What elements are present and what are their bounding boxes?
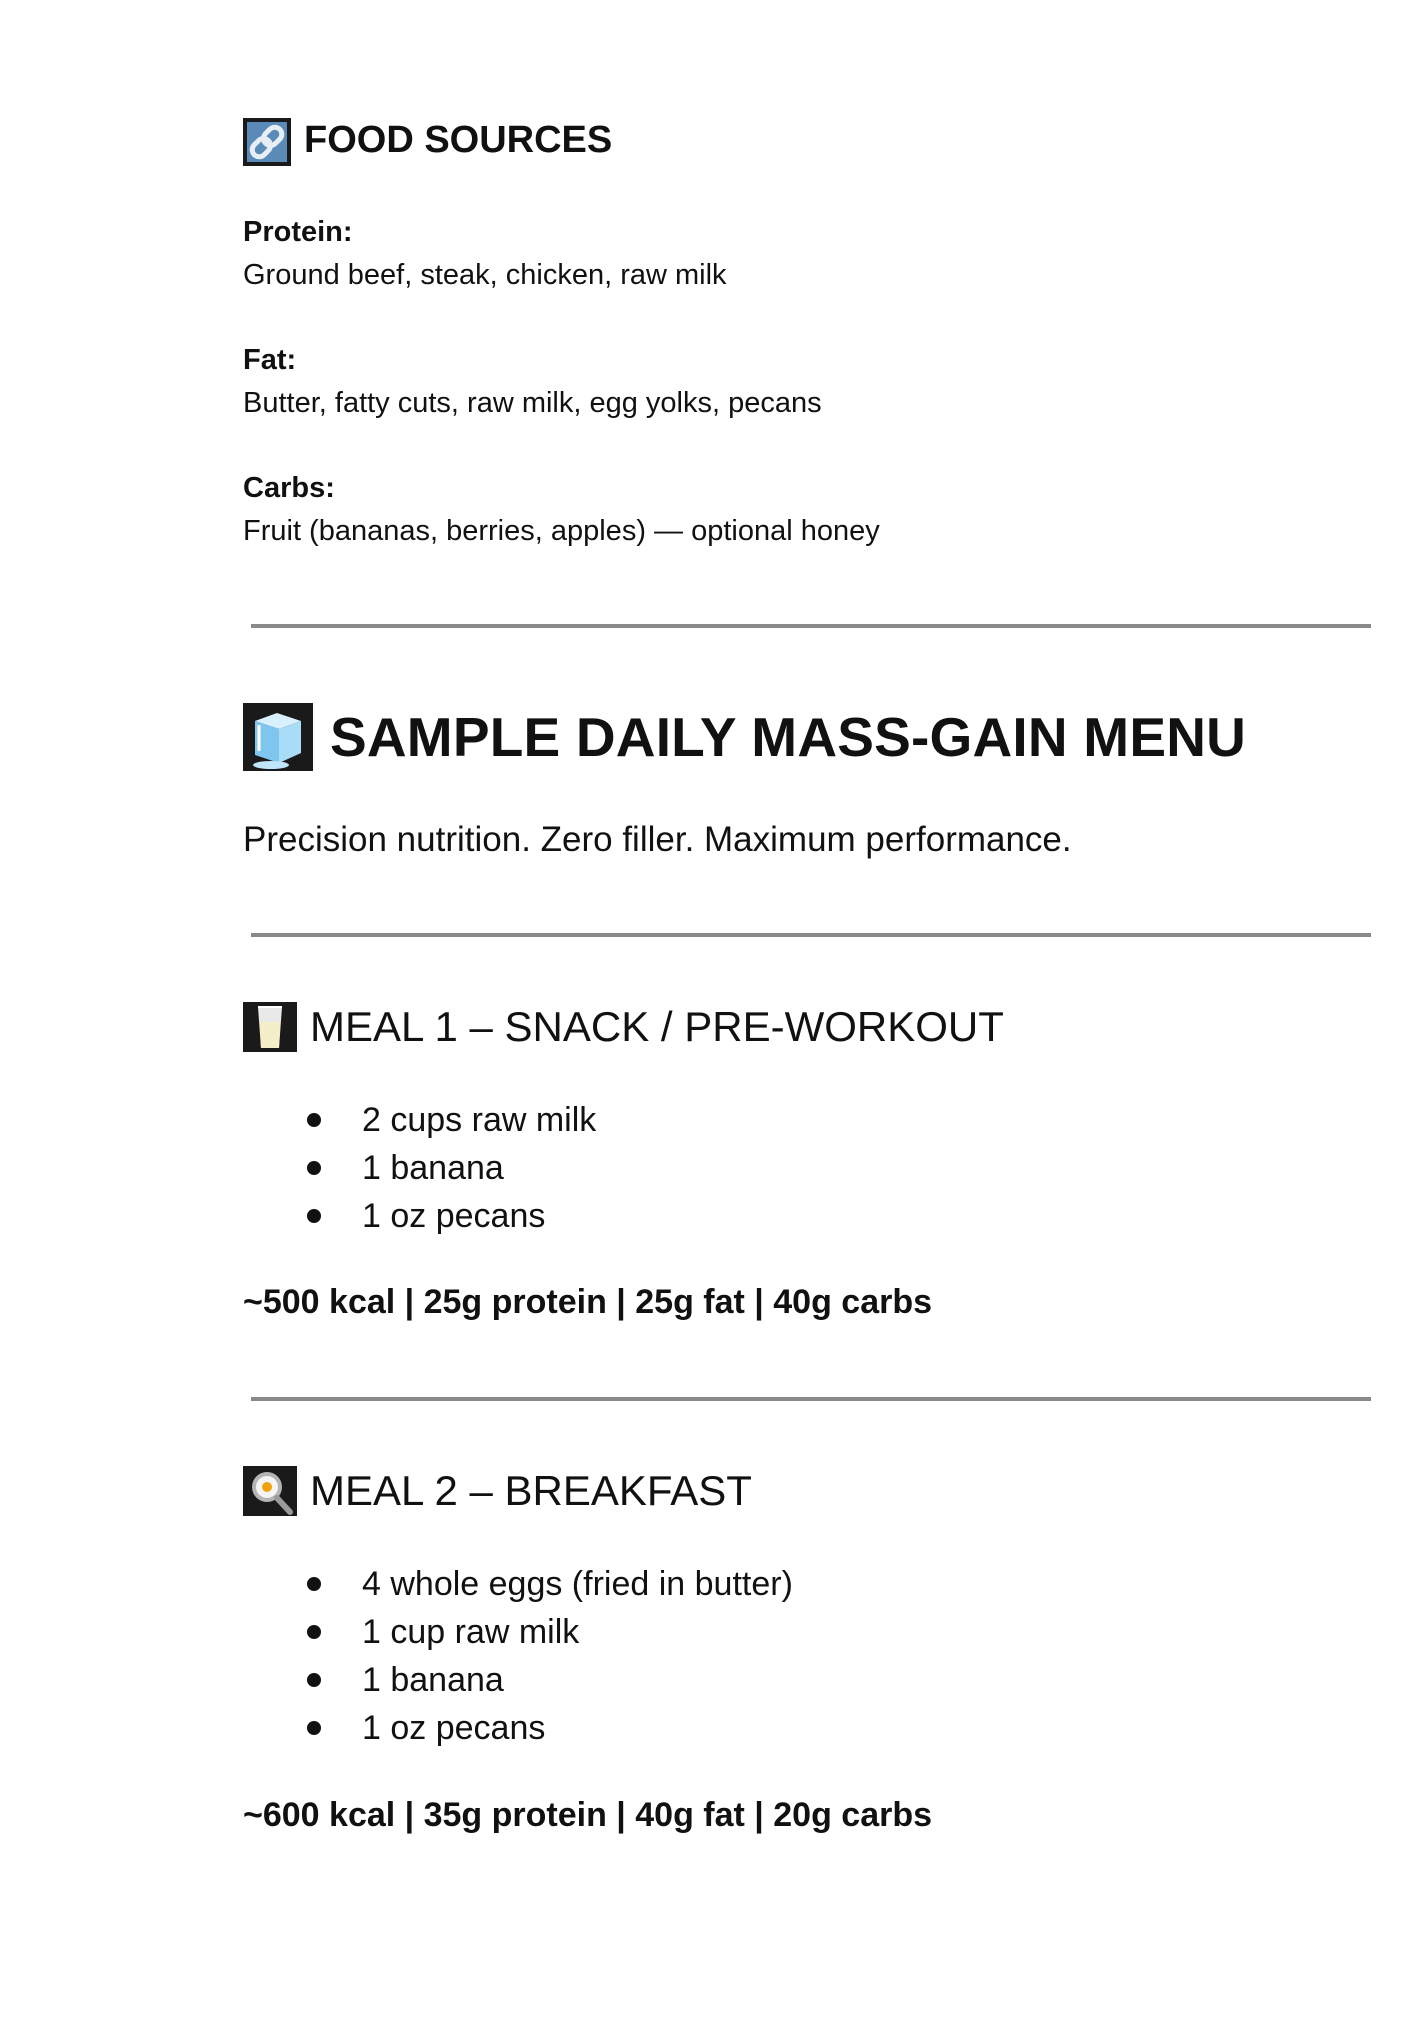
meal-1-title: MEAL 1 – SNACK / PRE-WORKOUT	[310, 1003, 1004, 1050]
divider	[251, 624, 1371, 628]
bullet-icon	[307, 1577, 321, 1591]
meal-2-macros: ~600 kcal | 35g protein | 40g fat | 20g carbs	[243, 1796, 933, 1834]
menu-title: SAMPLE DAILY MASS-GAIN MENU	[330, 706, 1247, 768]
bullet-icon	[307, 1113, 321, 1127]
glass-of-milk-icon	[243, 1002, 297, 1052]
bullet-icon	[307, 1161, 321, 1175]
carbs-sources: Fruit (bananas, berries, apples) — optional honey	[243, 515, 880, 547]
bullet-icon	[307, 1625, 321, 1639]
fried-egg-pan-icon	[243, 1466, 297, 1516]
menu-tagline: Precision nutrition. Zero filler. Maximum performance.	[243, 820, 1072, 859]
meal-1-macros: ~500 kcal | 25g protein | 25g fat | 40g carbs	[243, 1283, 933, 1321]
bullet-icon	[307, 1673, 321, 1687]
carbs-label: Carbs:	[243, 472, 335, 504]
fat-label: Fat:	[243, 344, 297, 376]
bullet-icon	[307, 1721, 321, 1735]
ice-cube-icon	[243, 703, 313, 771]
protein-label: Protein:	[243, 216, 353, 248]
chain-link-icon	[243, 118, 291, 166]
food-sources-heading: FOOD SOURCES	[304, 119, 613, 161]
protein-sources: Ground beef, steak, chicken, raw milk	[243, 259, 727, 291]
divider	[251, 1397, 1371, 1401]
document-page: FOOD SOURCES Protein: Ground beef, steak, chicken, raw milk Fat: Butter, fatty cuts, raw milk, egg yolks, pecans Carbs: Fruit (bananas, berries, apples) — optional honey SAMPLE DAILY MASS-GAIN MENU Precision nutrition. Zero filler. Maximum performance. MEAL 1 – SNACK / PRE-WORKOUT 2 cups raw milk 1 banana 1 oz pecans ~500 kcal | 25g protein | 25g fat | 40g carbs MEAL 2 – BREAKFAST 4 whole eggs (fried in butter) 1 cup raw milk 1 banana 1 oz pecans ~600 kcal | 35g protein | 40g fat | 20g carbs	[0, 0, 1428, 2018]
meal-2-title: MEAL 2 – BREAKFAST	[310, 1467, 752, 1514]
bullet-icon	[307, 1209, 321, 1223]
fat-sources: Butter, fatty cuts, raw milk, egg yolks, pecans	[243, 387, 822, 419]
divider	[251, 933, 1371, 937]
